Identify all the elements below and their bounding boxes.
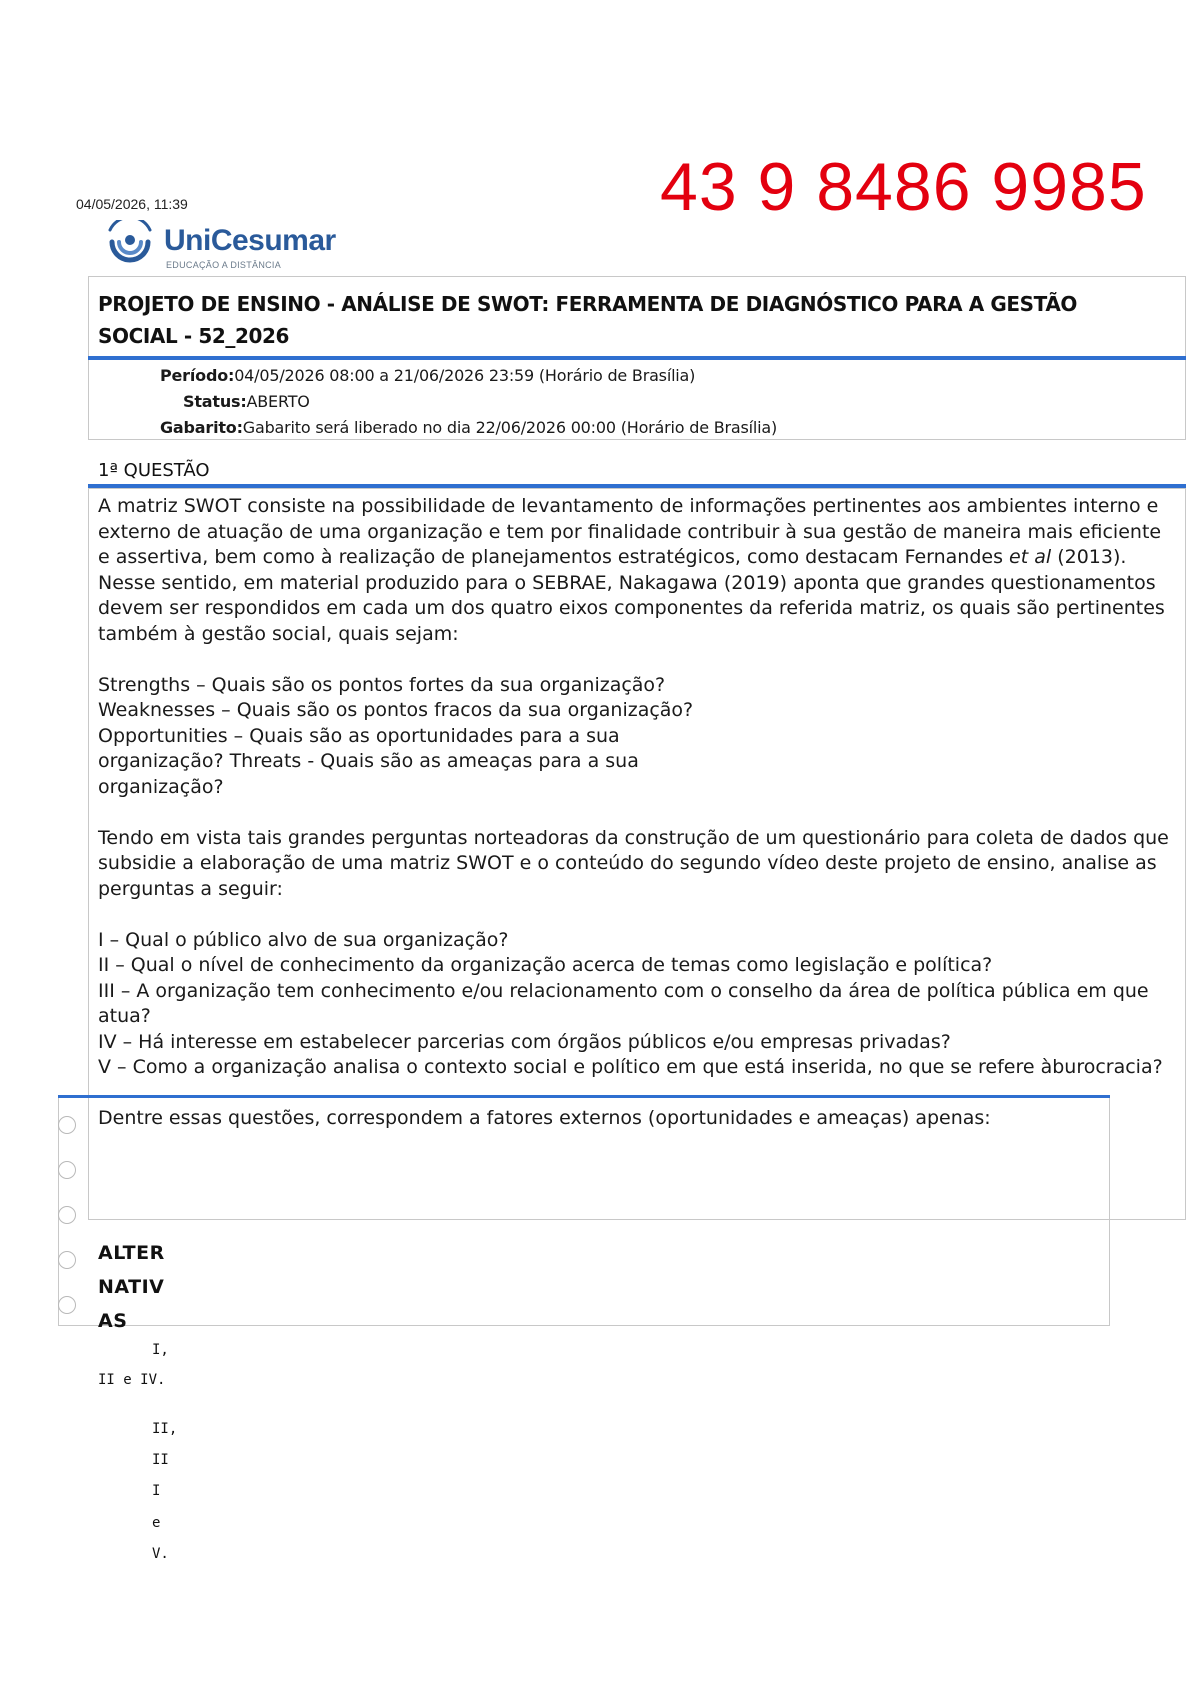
swot-line: Strengths – Quais são os pontos fortes da sua organização?	[98, 673, 666, 696]
unicesumar-logo	[102, 220, 342, 272]
swot-line: Weaknesses – Quais são os pontos fracos da sua organização?	[98, 699, 694, 721]
alternative-text: V.	[152, 1546, 169, 1562]
status-value: ABERTO	[246, 392, 310, 411]
logo-tagline: EDUCAÇÃO A DISTÂNCIA	[166, 260, 282, 270]
alternative-text: II,	[152, 1421, 178, 1437]
logo-wordmark: UniCesumar	[164, 224, 336, 257]
alternative-text: e	[152, 1515, 161, 1531]
gabarito-value: Gabarito será liberado no dia 22/06/2026 00:00 (Horário de Brasília)	[242, 418, 778, 437]
intro-citation: et al	[1009, 546, 1052, 568]
alternative-text: II e IV.	[98, 1372, 166, 1388]
question-item: I – Qual o público alvo de sua organização?	[98, 928, 509, 951]
swot-line: organização?	[98, 775, 224, 798]
header-divider	[88, 356, 1186, 360]
question-intro	[98, 494, 1178, 647]
periodo-label: Período:	[160, 366, 235, 385]
phone-number-overlay: 43 9 8486 9985	[660, 149, 1147, 225]
question-number: 1ª QUESTÃO	[98, 460, 210, 481]
periodo-value: 04/05/2026 08:00 a 21/06/2026 23:59 (Horário de Brasília)	[234, 366, 696, 385]
unicesumar-logo-mark-icon	[102, 220, 158, 264]
status-label: Status:	[183, 392, 247, 411]
swot-line: Opportunities – Quais são as oportunidades para a sua	[98, 724, 620, 747]
question-item: V – Como a organização analisa o contexto social e político em que está inserida, no que se refere àburocracia?	[98, 1056, 1163, 1078]
page-title: PROJETO DE ENSINO - ANÁLISE DE SWOT: FERRAMENTA DE DIAGNÓSTICO PARA A GESTÃO SOCIAL - 52_2026	[98, 292, 1078, 348]
alternative-radio-c[interactable]	[58, 1206, 76, 1224]
alternative-radio-a[interactable]	[58, 1116, 76, 1134]
alternatives-heading: ALTERNATIVAS	[98, 1242, 165, 1332]
alternative-radio-d[interactable]	[58, 1251, 76, 1269]
swot-line: organização? Threats - Quais são as ameaças para a sua	[98, 750, 639, 772]
question-item: IV – Há interesse em estabelecer parcerias com órgãos públicos e/ou empresas privadas?	[98, 1030, 951, 1053]
alternative-radio-e[interactable]	[58, 1296, 76, 1314]
question-prompt: Dentre essas questões, correspondem a fatores externos (oportunidades e ameaças) apenas:	[98, 1107, 991, 1129]
alternative-text: I	[152, 1483, 161, 1499]
periodo-row	[160, 364, 695, 388]
gabarito-row	[160, 416, 777, 440]
question-statement	[98, 494, 1178, 1132]
alternative-text: II	[152, 1452, 169, 1468]
alternative-radio-b[interactable]	[58, 1161, 76, 1179]
question-item: III – A organização tem conhecimento e/ou relacionamento com o conselho da área de política pública em que atua?	[98, 979, 1149, 1027]
alternative-text: I,	[152, 1342, 169, 1358]
intro-text: A matriz SWOT consiste na possibilidade de levantamento de informações pertinentes aos ambientes interno e externo de atuação de uma organização e tem por finalidade contribuir à sua gestão de maneira mais eficiente e assertiva, bem como à realização de planejamentos estratégicos, como destacam Fernandes	[98, 495, 1162, 568]
print-timestamp: 04/05/2026, 11:39	[76, 196, 188, 212]
status-row	[183, 390, 310, 414]
gabarito-label: Gabarito:	[160, 418, 243, 437]
question-context: Tendo em vista tais grandes perguntas norteadoras da construção de um questionário para coleta de dados que subsidie a elaboração de uma matriz SWOT e o conteúdo do segundo vídeo deste projeto de ensino, analise as perguntas a seguir:	[98, 826, 1169, 900]
alternatives-box	[58, 1098, 1110, 1326]
intro-text-continued: (2013). Nesse sentido, em material produzido para o SEBRAE, Nakagawa (2019) aponta que grandes questionamentos devem ser respondidos em cada um dos quatro eixos componentes da referida matriz, os quais são pertinentes também à gestão social, quais sejam:	[98, 546, 1165, 645]
question-item: II – Qual o nível de conhecimento da organização acerca de temas como legislação e política?	[98, 954, 993, 976]
